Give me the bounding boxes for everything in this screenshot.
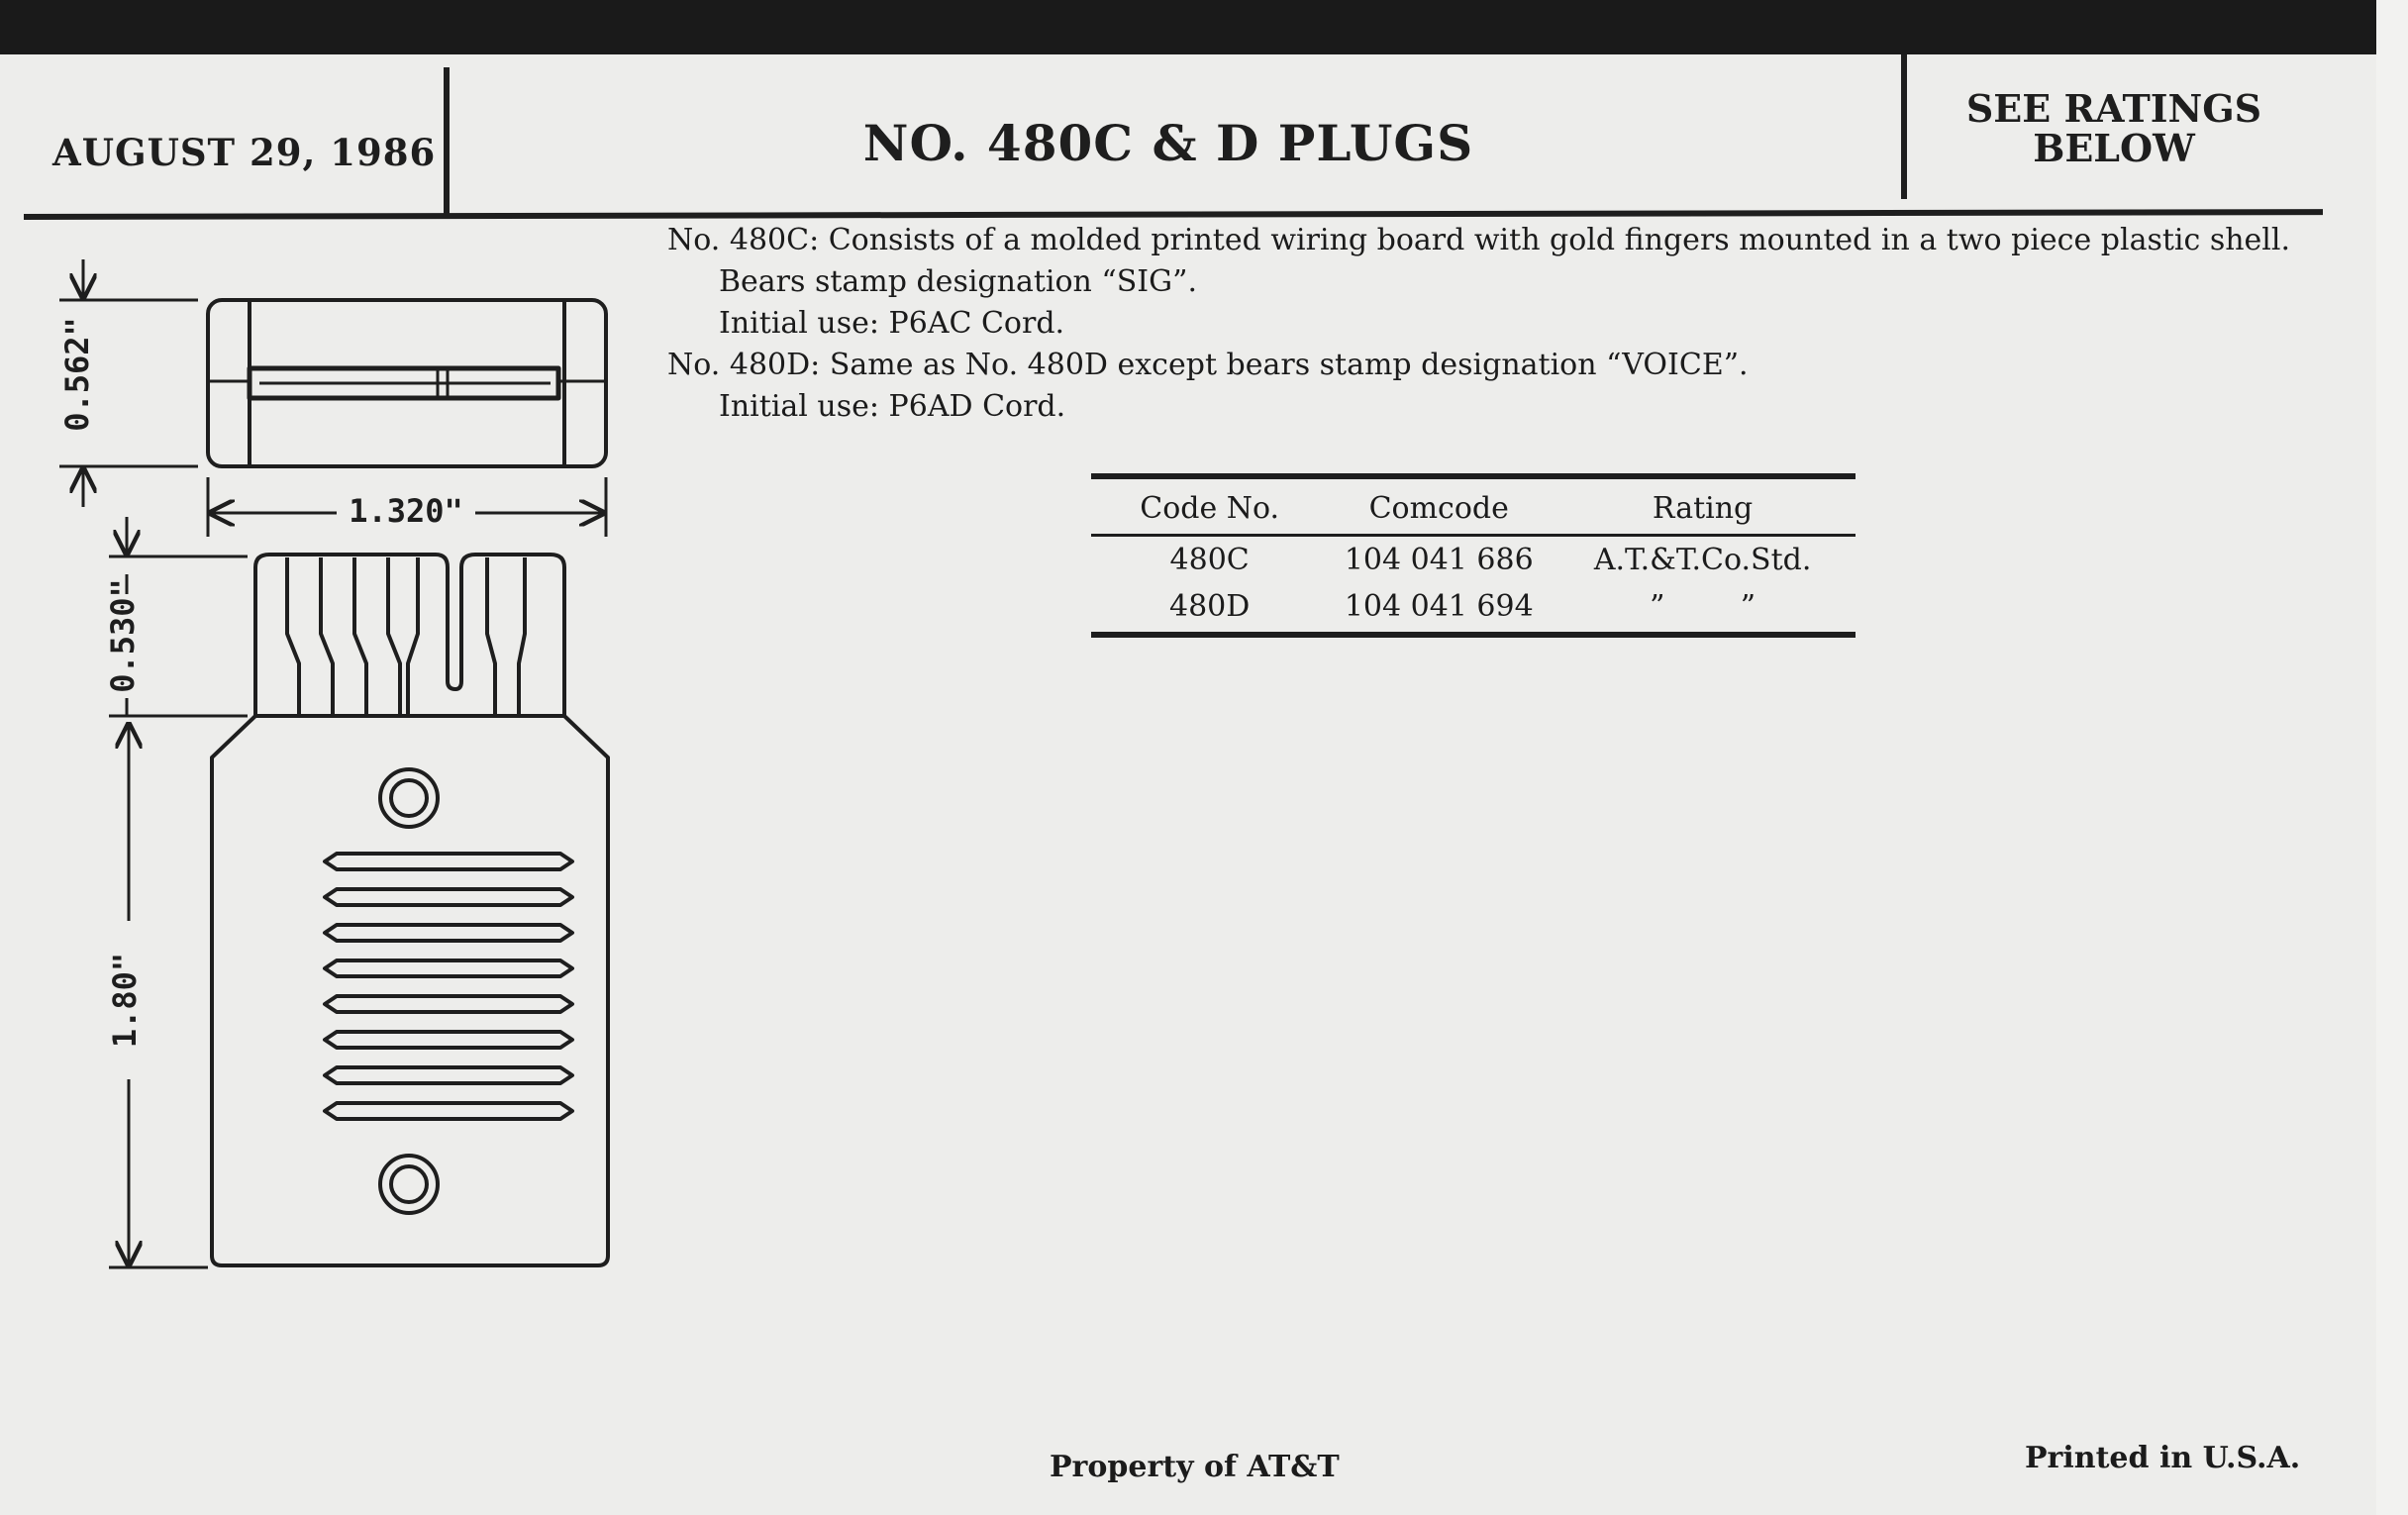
dim-width: 1.320" [349, 492, 463, 530]
plug-fingers [255, 555, 564, 716]
dim-finger-length: 0.530" [104, 578, 142, 693]
description-line-4: No. 480D: Same as No. 480D except bears stamp designation “VOICE”. [667, 348, 1749, 382]
cell-comcode: 104 041 694 [1328, 583, 1550, 635]
dim-side-height: 0.562" [58, 317, 96, 432]
property-notice: Property of AT&T [1050, 1450, 1340, 1484]
printed-notice: Printed in U.S.A. [2025, 1441, 2301, 1475]
cell-rating: ” ” [1550, 583, 1856, 635]
description-line-2: Bears stamp designation “SIG”. [719, 264, 1197, 299]
cell-code: 480D [1091, 583, 1328, 635]
cell-rating: A.T.&T.Co.Std. [1593, 543, 1812, 577]
dim-body-length: 1.80" [106, 952, 144, 1049]
col-rating: Rating [1550, 476, 1856, 536]
ratings-line-1: SEE RATINGS [1965, 86, 2262, 131]
description-line-1: No. 480C: Consists of a molded printed wiring board with gold fingers mounted in a two piece plastic shell. [667, 223, 2291, 257]
plug-body [212, 716, 608, 1265]
col-code-no: Code No. [1091, 476, 1328, 536]
page-title: NO. 480C & D PLUGS [862, 114, 1474, 172]
issue-date: AUGUST 29, 1986 [52, 131, 437, 174]
cell-comcode: 104 041 686 [1344, 543, 1534, 577]
col-comcode: Comcode [1328, 476, 1550, 536]
description-line-5: Initial use: P6AD Cord. [719, 389, 1066, 424]
ratings-line-2: BELOW [2033, 126, 2195, 170]
description-line-3: Initial use: P6AC Cord. [719, 306, 1065, 341]
cell-code: 480C [1169, 543, 1250, 577]
side-view [208, 300, 606, 466]
